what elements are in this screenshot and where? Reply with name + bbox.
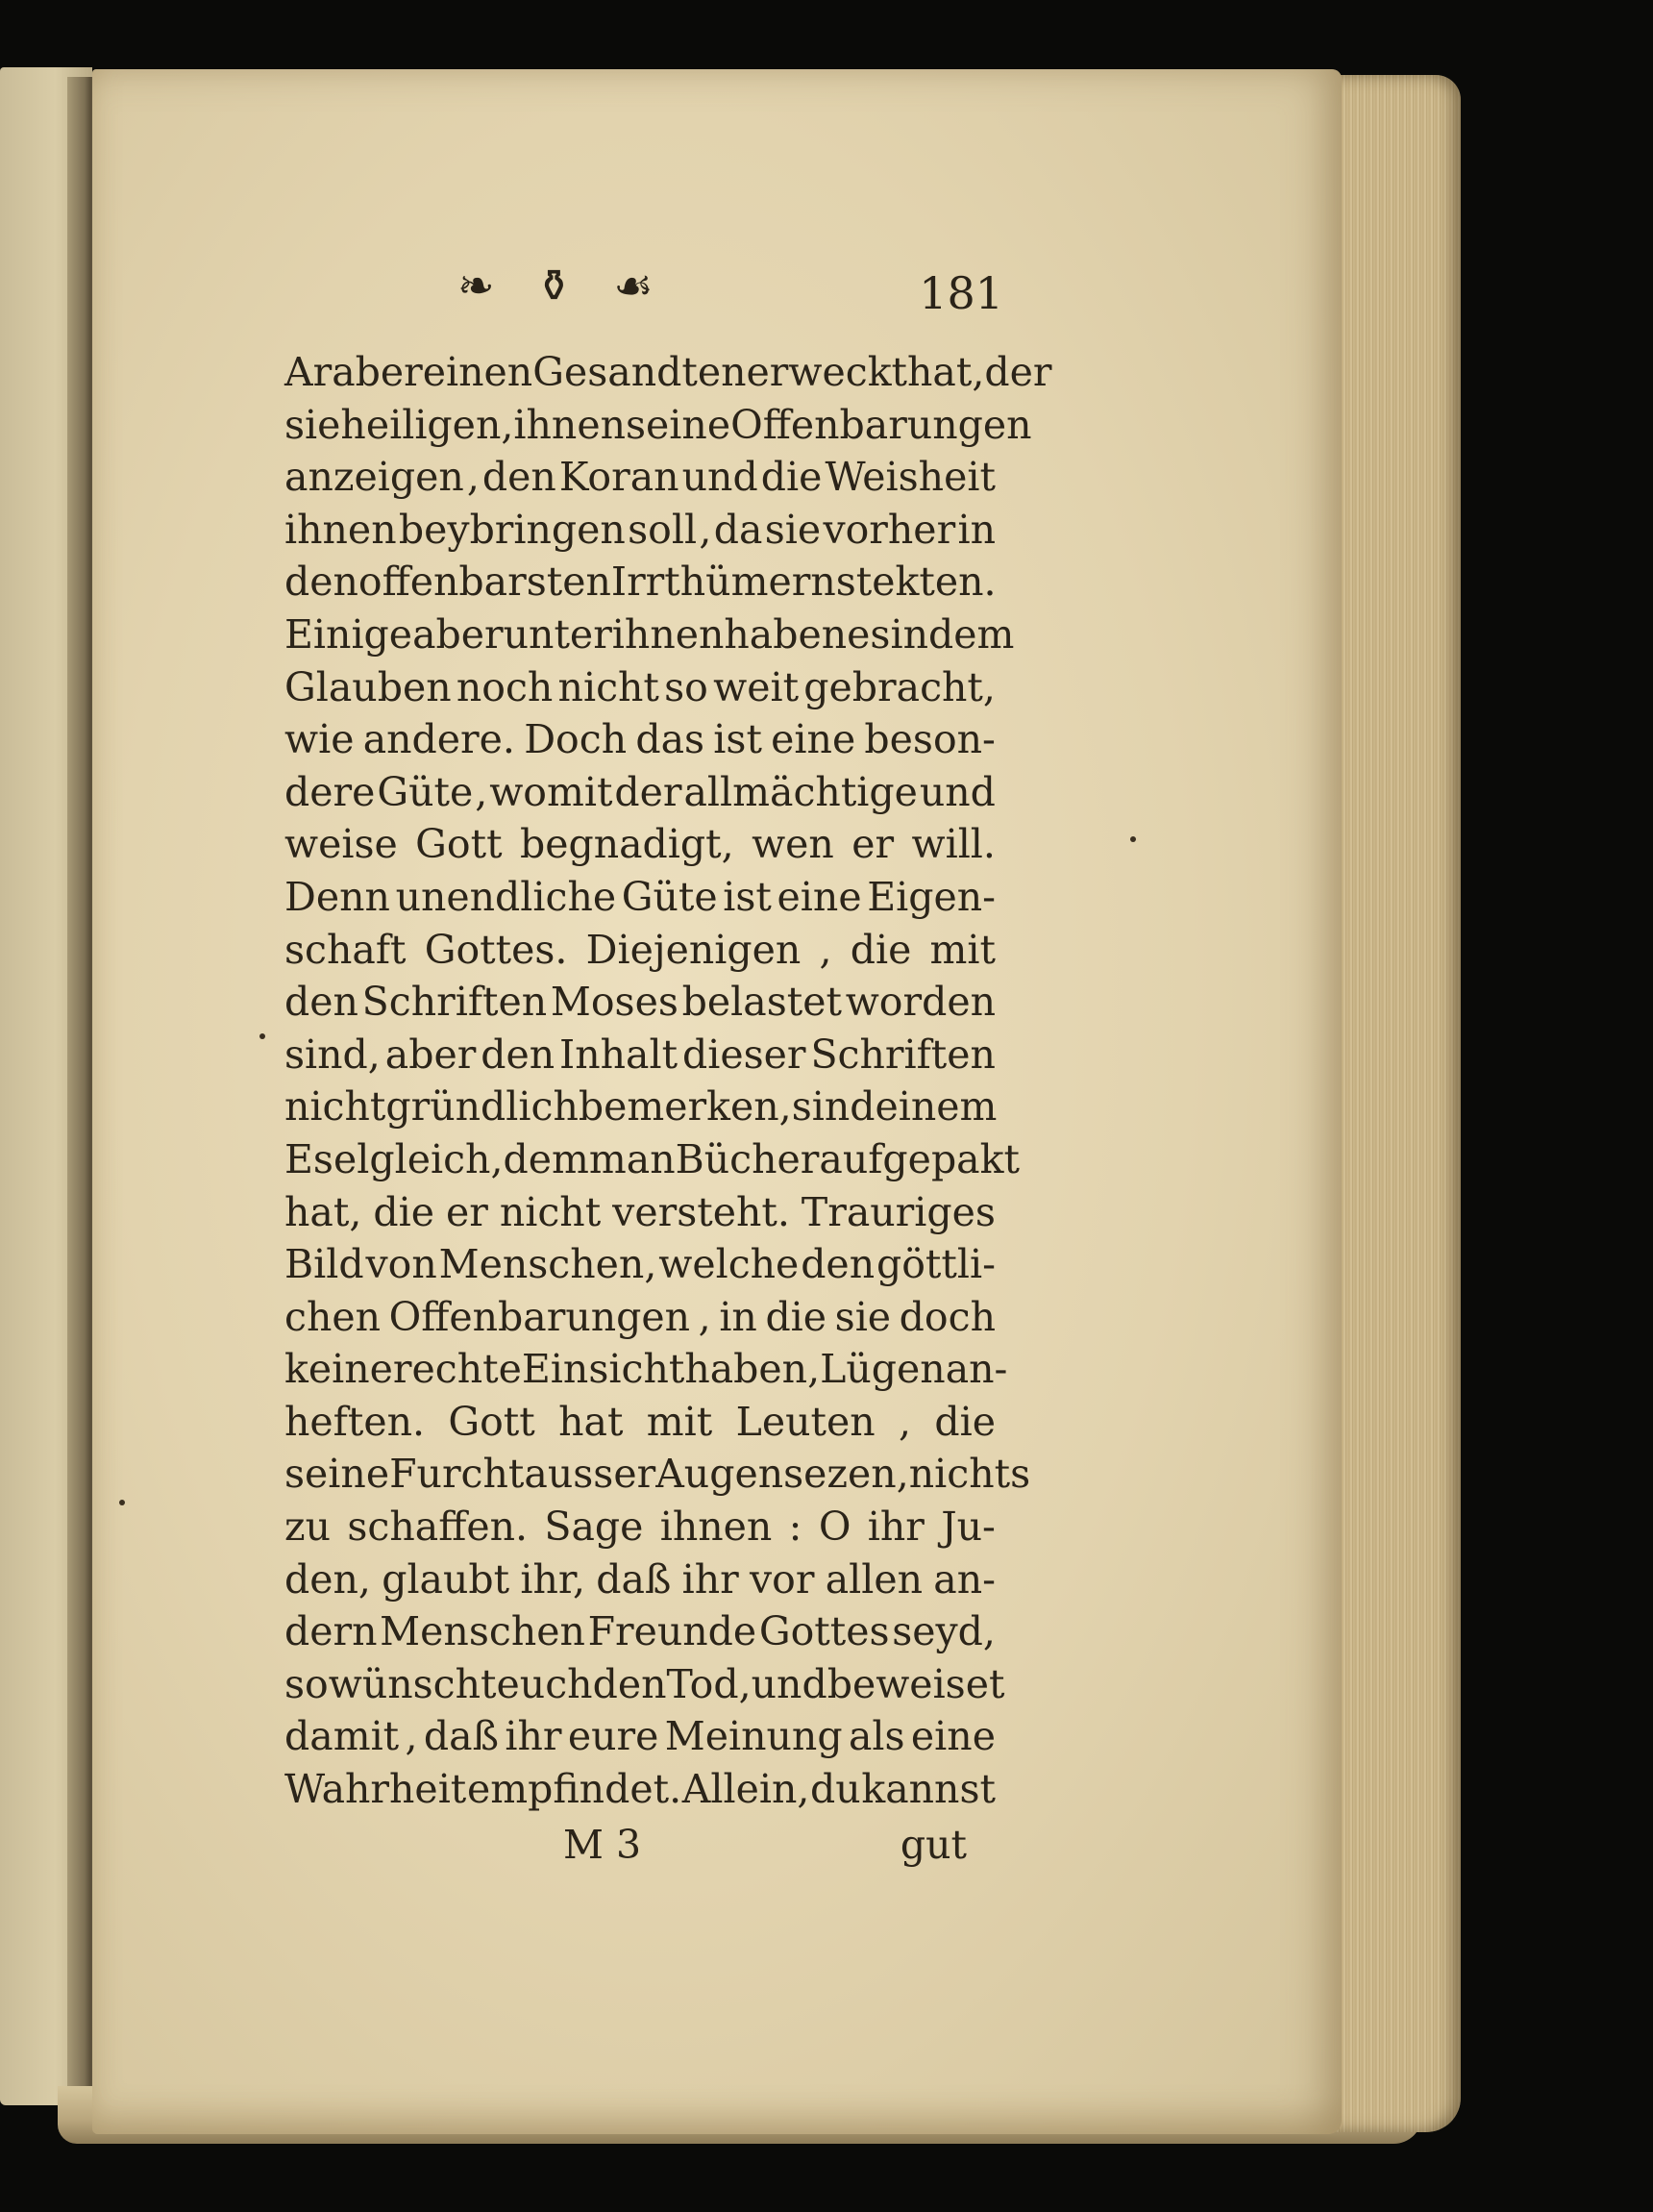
word: Bücher xyxy=(675,1135,820,1182)
word: ausser xyxy=(524,1451,656,1498)
word: seyd, xyxy=(892,1608,996,1655)
signature-mark: M 3 xyxy=(563,1821,642,1868)
word: da xyxy=(713,506,763,553)
word: es xyxy=(847,610,891,658)
word: er xyxy=(851,821,895,868)
word: , xyxy=(475,768,488,815)
word: Meinung xyxy=(664,1713,843,1760)
text-line xyxy=(284,818,996,871)
word: ist xyxy=(713,716,762,763)
word: so xyxy=(664,663,708,710)
word: den xyxy=(481,1031,555,1078)
word: der xyxy=(614,768,682,815)
word: begnadigt, xyxy=(519,821,734,868)
word: Schriften xyxy=(361,979,548,1026)
word: , xyxy=(501,401,514,448)
word: sind xyxy=(791,1083,876,1131)
word: bemerken xyxy=(578,1083,779,1131)
word: beweiset xyxy=(826,1660,1005,1707)
running-head xyxy=(284,260,1003,336)
word: vor xyxy=(750,1555,815,1603)
word: heiligen xyxy=(340,401,502,448)
text-block xyxy=(284,346,1052,1816)
word: seine xyxy=(284,1451,390,1498)
word: so xyxy=(284,1660,329,1707)
word: beybringen xyxy=(398,506,626,553)
word: Denn xyxy=(284,873,390,920)
word: ihnen xyxy=(284,506,397,553)
word: sind, xyxy=(284,1031,381,1078)
word: kannst xyxy=(861,1766,996,1813)
word: Augen xyxy=(655,1451,784,1498)
text-line xyxy=(284,556,996,609)
word: Irrthümern xyxy=(610,559,836,606)
word: Inhalt xyxy=(559,1031,678,1078)
word: nicht xyxy=(499,1188,602,1235)
word: Einsicht xyxy=(521,1346,685,1393)
text-line xyxy=(284,766,996,819)
word: , xyxy=(698,1293,711,1340)
word: Allein, xyxy=(681,1766,810,1813)
word: womit xyxy=(489,768,613,815)
text-line xyxy=(284,1710,996,1763)
word: Einige xyxy=(284,610,413,658)
page-edges xyxy=(1326,75,1461,2132)
word: , xyxy=(896,1451,909,1498)
word: hat xyxy=(558,1398,624,1445)
text-line xyxy=(284,1396,996,1449)
word: in xyxy=(719,1293,757,1340)
paper-speck xyxy=(1130,836,1136,842)
word: anzeigen xyxy=(284,454,464,501)
word: haben xyxy=(724,610,848,658)
word: chen xyxy=(284,1293,382,1340)
word: gleich, xyxy=(369,1135,504,1182)
text-line xyxy=(284,1291,996,1344)
word: stekten. xyxy=(835,559,997,606)
word: sie xyxy=(284,401,341,448)
text-line xyxy=(284,504,996,557)
word: Koran xyxy=(558,454,679,501)
word: Doch xyxy=(524,716,628,763)
word: Menschen, xyxy=(438,1241,657,1288)
word: O xyxy=(818,1504,851,1551)
word: einen xyxy=(422,349,533,395)
word: allmächtige xyxy=(683,768,918,815)
word: den xyxy=(592,1660,667,1707)
word: der xyxy=(984,349,1052,395)
word: Esel xyxy=(284,1135,370,1182)
word: in xyxy=(957,506,996,553)
word: Wahrheit xyxy=(284,1766,467,1813)
word: Gottes. xyxy=(424,926,568,973)
word: Eigen- xyxy=(867,873,996,920)
word: das xyxy=(635,716,705,763)
text-line xyxy=(284,399,1032,452)
word: doch xyxy=(899,1293,996,1340)
text-line xyxy=(284,609,1015,661)
word: wünscht xyxy=(328,1660,497,1707)
word: Sage xyxy=(544,1504,644,1551)
word: Gottes xyxy=(758,1608,890,1655)
head-ornament: ❧ ⚱ ☙ xyxy=(457,260,667,311)
word: schaft xyxy=(284,926,407,973)
word: die xyxy=(850,926,912,973)
word: er xyxy=(445,1188,488,1235)
word: : xyxy=(788,1504,802,1551)
text-line xyxy=(284,924,996,977)
word: gebracht, xyxy=(803,663,996,710)
text-line xyxy=(284,1448,1031,1501)
word: euch xyxy=(496,1660,593,1707)
word: den xyxy=(801,1241,876,1288)
word: Lügen xyxy=(820,1346,946,1393)
word: und xyxy=(919,768,996,815)
text-line xyxy=(284,713,996,766)
text-line xyxy=(284,346,1052,399)
word: andere. xyxy=(362,716,515,763)
word: an- xyxy=(945,1346,1008,1393)
word: keine xyxy=(284,1346,393,1393)
word: ihr xyxy=(867,1504,925,1551)
word: den xyxy=(284,979,358,1026)
word: und xyxy=(751,1660,827,1707)
word: heften. xyxy=(284,1398,426,1445)
word: Offenbarungen xyxy=(730,401,1032,448)
word: wen xyxy=(752,821,834,868)
word: und xyxy=(681,454,758,501)
word: aufgepakt xyxy=(819,1135,1020,1182)
word: wie xyxy=(284,716,355,763)
word: unendliche xyxy=(395,873,617,920)
word: den xyxy=(284,559,358,606)
word: als xyxy=(848,1713,905,1760)
page-content xyxy=(284,260,1052,1879)
word: daß xyxy=(596,1555,672,1603)
word: dern xyxy=(284,1608,378,1655)
word: , xyxy=(778,1083,792,1131)
word: worden xyxy=(845,979,996,1026)
word: belastet xyxy=(681,979,842,1026)
word: dieser xyxy=(682,1031,806,1078)
word: ihr xyxy=(681,1555,739,1603)
word: daß xyxy=(423,1713,499,1760)
word: allen xyxy=(825,1555,924,1603)
word: ihnen xyxy=(611,610,725,658)
word: ihr xyxy=(505,1713,562,1760)
word: Tod xyxy=(666,1660,739,1707)
word: die xyxy=(934,1398,996,1445)
word: die xyxy=(765,1293,827,1340)
text-line xyxy=(284,1081,996,1133)
word: Offenbarungen xyxy=(388,1293,691,1340)
word: eure xyxy=(567,1713,659,1760)
word: Weisheit xyxy=(825,454,996,501)
word: die xyxy=(373,1188,434,1235)
word: vorher xyxy=(823,506,956,553)
word: mit xyxy=(929,926,996,973)
word: Gesandten xyxy=(532,349,747,395)
word: mit xyxy=(646,1398,713,1445)
word: an- xyxy=(933,1555,996,1603)
text-line xyxy=(284,451,996,504)
word: weise xyxy=(284,821,398,868)
word: , xyxy=(699,506,712,553)
text-line xyxy=(284,976,996,1029)
word: Diejenigen xyxy=(585,926,802,973)
word: du xyxy=(810,1766,861,1813)
word: hat, xyxy=(284,1188,362,1235)
word: Leuten xyxy=(735,1398,876,1445)
word: Freunde xyxy=(587,1608,757,1655)
word: einem xyxy=(875,1083,998,1131)
word: den xyxy=(481,454,556,501)
word: Schriften xyxy=(810,1031,996,1078)
word: göttli- xyxy=(876,1241,996,1288)
word: nichts xyxy=(908,1451,1031,1498)
word: aber xyxy=(412,610,504,658)
text-line xyxy=(284,1186,996,1239)
word: welche xyxy=(658,1241,800,1288)
word: schaffen. xyxy=(347,1504,529,1551)
word: , xyxy=(898,1398,912,1445)
catchword: gut xyxy=(900,1821,967,1868)
text-line xyxy=(284,1133,1020,1186)
word: seine xyxy=(626,401,731,448)
word: eine xyxy=(771,716,856,763)
page-number: 181 xyxy=(919,267,1003,319)
paper-speck xyxy=(119,1500,125,1505)
word: den, xyxy=(284,1555,371,1603)
word: noch xyxy=(456,663,554,710)
word: Trauriges xyxy=(801,1188,996,1235)
word: man xyxy=(588,1135,676,1182)
word: Araber xyxy=(284,349,423,395)
word: Gott xyxy=(448,1398,535,1445)
word: soll xyxy=(628,506,698,553)
text-line xyxy=(284,1763,996,1816)
word: nicht xyxy=(557,663,659,710)
word: rechte xyxy=(392,1346,522,1393)
word: Ju- xyxy=(941,1504,996,1551)
word: , xyxy=(466,454,480,501)
word: sie xyxy=(834,1293,892,1340)
word: glaubt xyxy=(382,1555,510,1603)
word: ihr, xyxy=(520,1555,586,1603)
word: Güte xyxy=(377,768,474,815)
word: gründlich xyxy=(385,1083,579,1131)
word: , xyxy=(405,1713,418,1760)
word: weit xyxy=(713,663,800,710)
word: unter xyxy=(503,610,612,658)
word: ihnen xyxy=(659,1504,773,1551)
text-line xyxy=(284,1238,996,1291)
word: erweckt xyxy=(746,349,908,395)
text-line xyxy=(284,871,996,924)
text-line xyxy=(284,1658,1005,1711)
word: Güte xyxy=(621,873,718,920)
word: will. xyxy=(911,821,996,868)
word: haben, xyxy=(684,1346,821,1393)
text-line xyxy=(284,661,996,714)
word: , xyxy=(819,926,832,973)
word: in xyxy=(890,610,928,658)
word: hat, xyxy=(907,349,985,395)
word: sezen xyxy=(783,1451,897,1498)
word: offenbarsten xyxy=(358,559,611,606)
word: , xyxy=(738,1660,752,1707)
word: ihnen xyxy=(513,401,626,448)
word: sie xyxy=(764,506,822,553)
word: Glauben xyxy=(284,663,452,710)
word: Menschen xyxy=(380,1608,585,1655)
word: Bild xyxy=(284,1241,364,1288)
word: dem xyxy=(928,610,1015,658)
word: nicht xyxy=(284,1083,386,1131)
word: dem xyxy=(503,1135,589,1182)
word: Gott xyxy=(415,821,503,868)
paper-speck xyxy=(259,1033,265,1039)
word: dere xyxy=(284,768,376,815)
text-line xyxy=(284,1501,996,1553)
word: damit xyxy=(284,1713,400,1760)
text-line xyxy=(284,1553,996,1606)
word: ist xyxy=(723,873,772,920)
text-line xyxy=(284,1605,996,1658)
word: beson- xyxy=(864,716,996,763)
word: Moses xyxy=(550,979,678,1026)
text-line xyxy=(284,1029,996,1081)
word: Furcht xyxy=(389,1451,525,1498)
word: eine xyxy=(910,1713,996,1760)
word: empfindet. xyxy=(466,1766,682,1813)
page-footer xyxy=(284,1822,996,1879)
word: eine xyxy=(777,873,862,920)
word: zu xyxy=(284,1504,332,1551)
text-line xyxy=(284,1343,1008,1396)
word: aber xyxy=(384,1031,477,1078)
word: von xyxy=(365,1241,437,1288)
word: die xyxy=(760,454,823,501)
word: versteht. xyxy=(612,1188,790,1235)
